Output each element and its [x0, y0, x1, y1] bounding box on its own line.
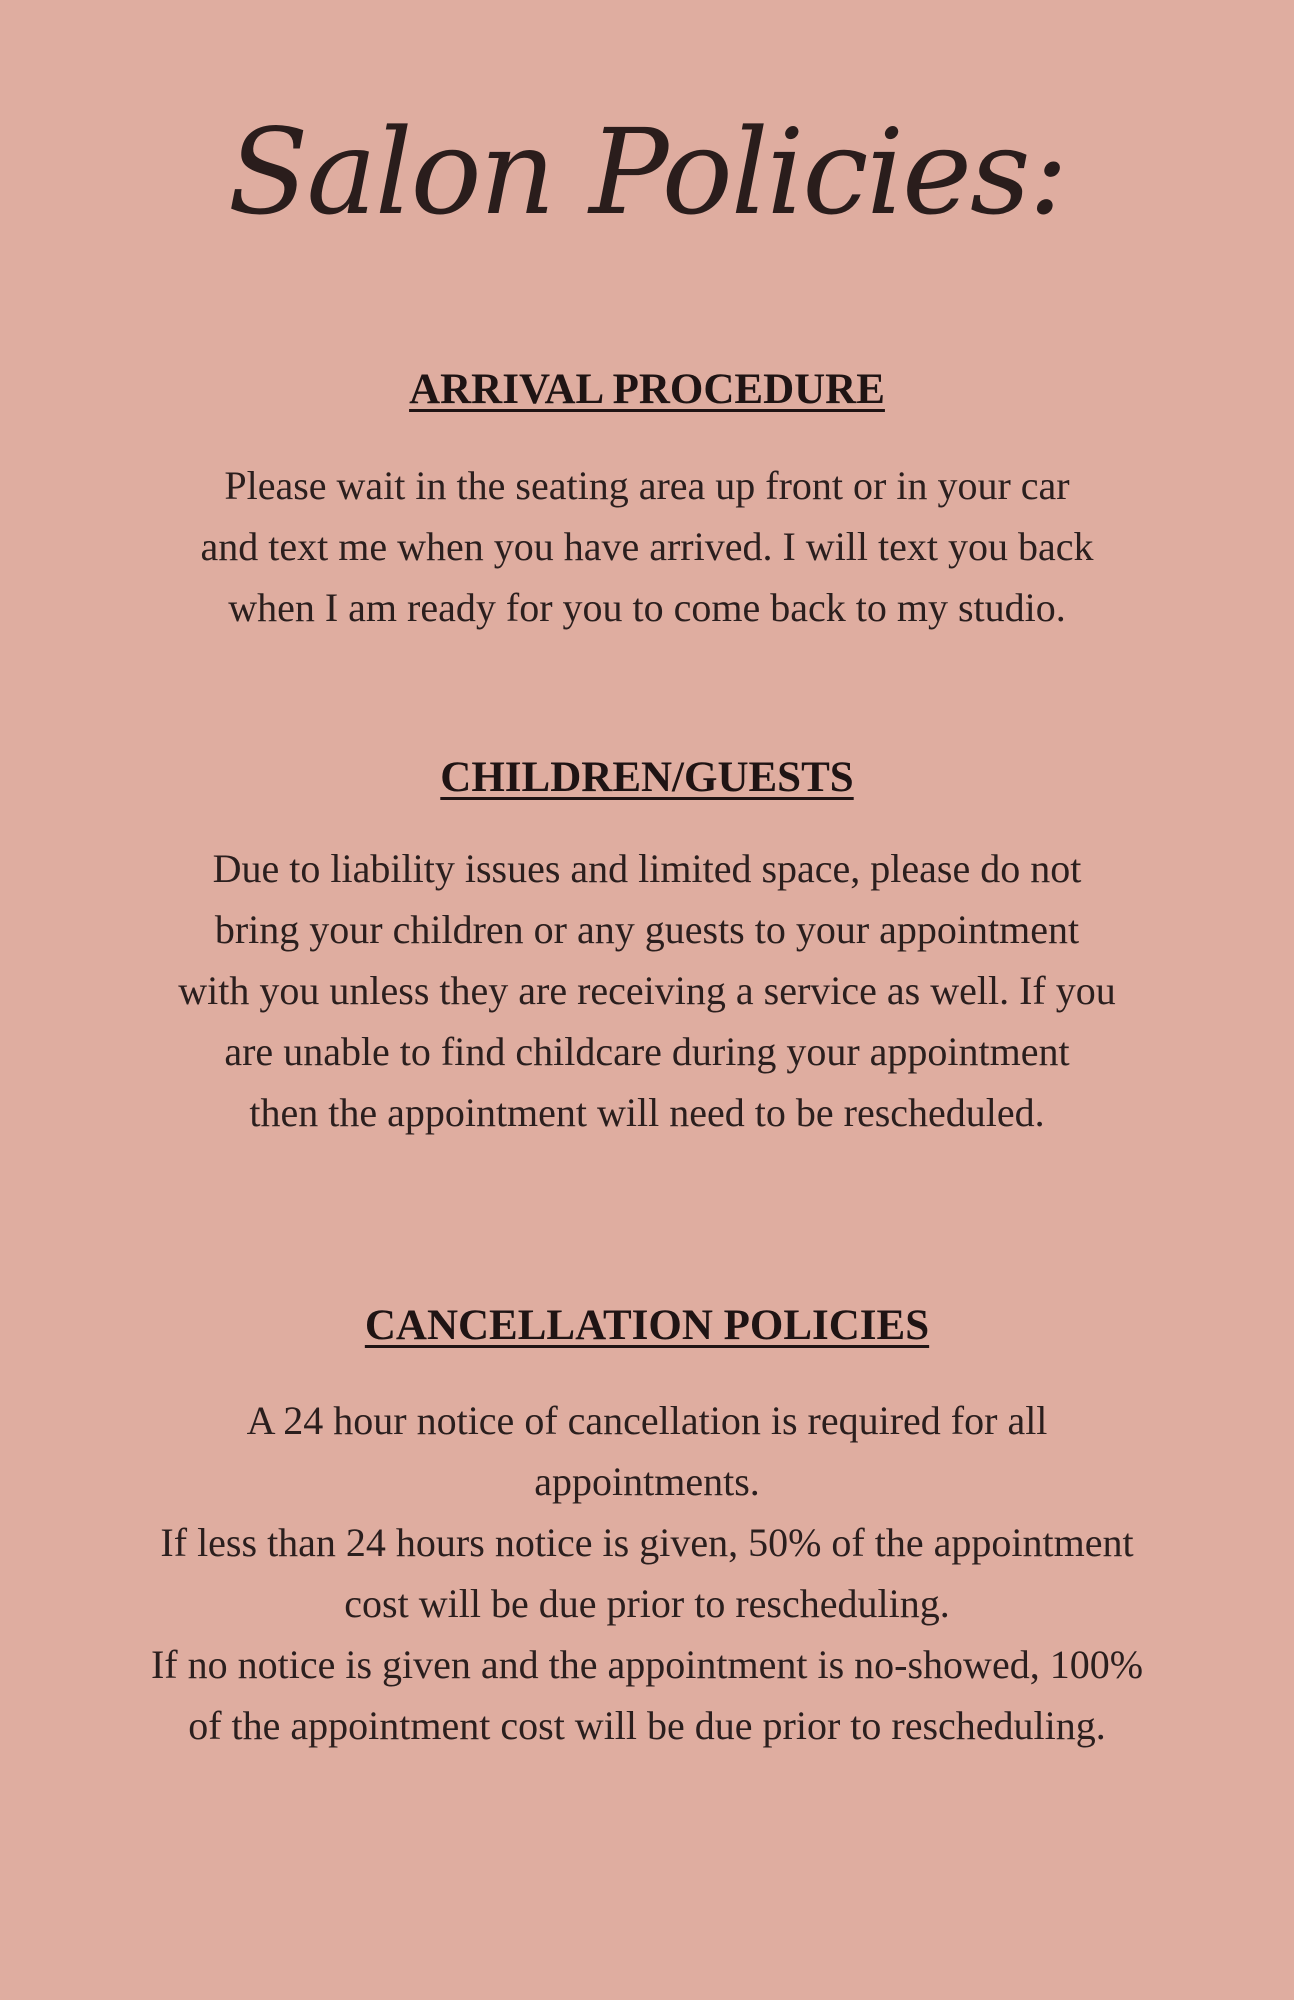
- paragraph-line: are unable to find childcare during your appointment: [224, 1029, 1070, 1074]
- paragraph-line: then the appointment will need to be rescheduled.: [249, 1090, 1045, 1135]
- paragraph-line: If less than 24 hours notice is given, 50% of the appointment: [160, 1520, 1134, 1565]
- paragraph-line: A 24 hour notice of cancellation is required for all: [246, 1398, 1048, 1443]
- children-guests-paragraph: [107, 838, 1187, 1143]
- paragraph-line: cost will be due prior to rescheduling.: [344, 1581, 950, 1626]
- paragraph-line: Due to liability issues and limited space, please do not: [212, 846, 1082, 891]
- paragraph-line: when I am ready for you to come back to my studio.: [228, 585, 1066, 630]
- paragraph-line: appointments.: [534, 1459, 760, 1504]
- section-heading-children-guests: [0, 752, 1294, 804]
- children-heading-text: CHILDREN/GUESTS: [440, 754, 854, 801]
- cancellation-heading-text: CANCELLATION POLICIES: [364, 1302, 930, 1349]
- paragraph-line: bring your children or any guests to your appointment: [214, 907, 1080, 952]
- cancellation-paragraph: [40, 1390, 1254, 1756]
- page-title: Salon Policies:: [227, 103, 1067, 241]
- paragraph-line: Please wait in the seating area up front or in your car: [224, 463, 1070, 508]
- paragraph-line: If no notice is given and the appointment is no-showed, 100%: [150, 1642, 1144, 1687]
- arrival-paragraph: [107, 455, 1187, 638]
- paragraph-line: and text me when you have arrived. I will text you back: [200, 524, 1094, 569]
- paragraph-line: of the appointment cost will be due prior to rescheduling.: [188, 1703, 1106, 1748]
- paragraph-line: with you unless they are receiving a service as well. If you: [178, 968, 1116, 1013]
- section-heading-cancellation: [0, 1300, 1294, 1352]
- arrival-heading-text: ARRIVAL PROCEDURE: [409, 366, 885, 413]
- section-heading-arrival: [0, 364, 1294, 416]
